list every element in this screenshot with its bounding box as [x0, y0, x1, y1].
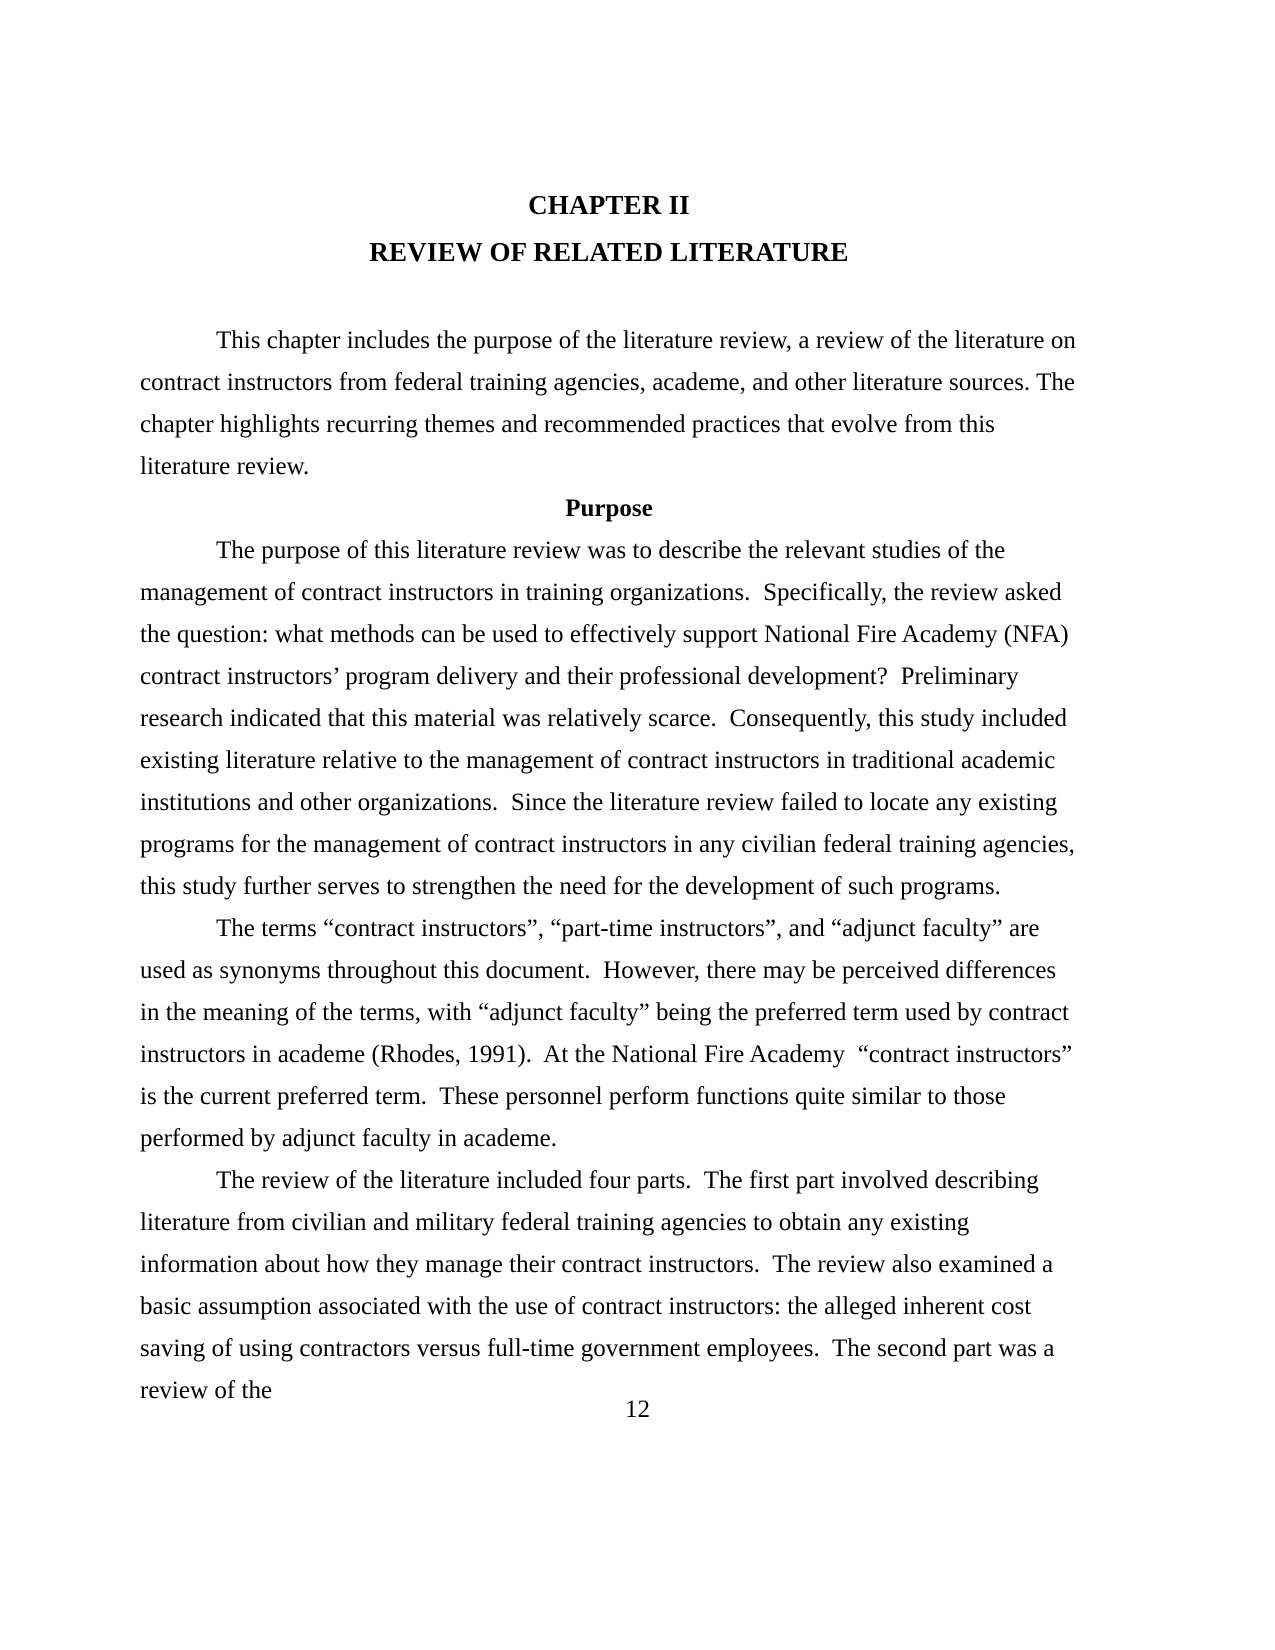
paragraph-four-parts: The review of the literature included four parts. The first part involved describing literature from civilian and military federal training agencies to obtain any existing information about how they manage their contract instructors. The review also examined a basic assumption associated with the use of contract instructors: the alleged inherent cost saving of using contractors versus full-time government employees. The second part was a review of the	[140, 1167, 1061, 1404]
page-number: 12	[625, 1396, 650, 1423]
paragraph-terminology: The terms “contract instructors”, “part-time instructors”, and “adjunct faculty” are used as synonyms throughout this document. However, there may be perceived differences in the meaning of the terms, with “adjunct faculty” being the preferred term used by contract instructors in academe (Rhodes, 1991). At the National Fire Academy “contract instructors” is the current preferred term. These personnel perform functions quite similar to those performed by adjunct faculty in academe.	[140, 915, 1079, 1152]
paragraph-purpose-body: The purpose of this literature review was to describe the relevant studies of the management of contract instructors in training organizations. Specifically, the review asked the question: what methods can be used to effectively support National Fire Academy (NFA) contract instructors’ program delivery and their professional development? Preliminary research indicated that this material was relatively scarce. Consequently, this study included existing literature relative to the management of contract instructors in traditional academic institutions and other organizations. Since the literature review failed to locate any existing programs for the management of contract instructors in any civilian federal training agencies, this study further serves to strengthen the need for the development of such programs.	[140, 537, 1082, 900]
paragraph-introduction: This chapter includes the purpose of the literature review, a review of the literature on contract instructors from federal training agencies, academe, and other literature sources. The chapter highlights recurring themes and recommended practices that evolve from this literature review.	[140, 327, 1083, 480]
chapter-heading: CHAPTER II	[528, 190, 690, 220]
page-content	[140, 182, 1083, 1412]
section-heading-purpose: Purpose	[565, 495, 653, 522]
heading-spacer	[140, 276, 1078, 320]
chapter-title-heading: REVIEW OF RELATED LITERATURE	[369, 237, 849, 267]
